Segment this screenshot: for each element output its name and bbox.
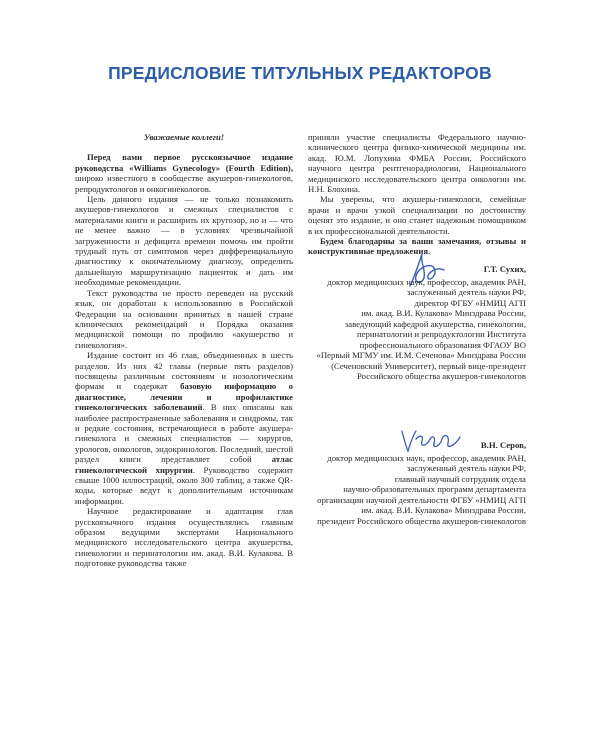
credential-line: им. акад. В.И. Кулакова» Минздрава России, (361, 505, 526, 515)
credential-line: перинатологии и репродуктологии Института (356, 329, 526, 339)
signature-block-serov (286, 440, 526, 526)
feedback-paragraph: Будем благодарны за ваши замечания, отзывы и конструктивные предложения. (308, 236, 526, 257)
continuation-paragraph: приняли участие специалисты Федерального научно-клинического центра физико-химической медицины им. акад. Ю.М. Лопухина ФМБА России, Российского научного центра рентгенорадиологии, Национального медицинского исследовательского центра онкологии им. Н.Н. Блохина. (308, 132, 526, 195)
page-title: ПРЕДИСЛОВИЕ ТИТУЛЬНЫХ РЕДАКТОРОВ (108, 63, 492, 83)
adaptation-paragraph: Текст руководства не просто переведен на русский язык, он доработан к использованию в Российской Федерации на основании принятых в нашей стране клинических рекомендаций и Порядка оказания медицинской помощи по профилю «акушерство и гинекология». (75, 287, 293, 350)
structure-text-a: Издание состоит из 46 глав, объединенных в шесть разделов. Из них 42 главы (первые пять разделов) посвящены различным состояниям и нозологическим формам и содержат (75, 350, 293, 392)
structure-text-c: . В них описаны как наиболее распространенные заболевания и синдромы, так и редкие состояния, встречающиеся в работе акушера-гинеколога и смежных специалистов — хирургов, урологов, онкологов, эндокринологов. Последний, шестой раздел книги представляет собой (75, 402, 293, 465)
structure-bold-b: базовую информацию о диагностике, лечении и профилактике гинекологических заболеваний (75, 381, 293, 413)
credential-line: научно-образовательных программ департамента (343, 484, 526, 494)
credential-line: (Сеченовский Университет), первый вице-президент (331, 360, 526, 371)
confidence-paragraph: Мы уверены, что акушеры-гинекологи, семейные врачи и врачи узкой специализации по достоинству оценят это издание, и оно станет надежным помощником в их профессиональной деятельности. (308, 194, 526, 236)
intro-paragraph (75, 152, 293, 194)
credential-line: директор ФГБУ «НМИЦ АГП (414, 297, 526, 308)
credential-line: доктор медицинских наук, профессор, академик РАН, (327, 276, 526, 287)
credential-line: профессионального образования ФГАОУ ВО (359, 339, 526, 350)
structure-bold-d: атлас гинекологической хирургии (75, 454, 293, 475)
credential-line: заведующий кафедрой акушерства, гинекологии, (344, 318, 526, 329)
credential-line: «Первый МГМУ им. И.М. Сеченова» Минздрава России (316, 350, 526, 360)
credential-line: им. акад. В.И. Кулакова» Минздрава России, (361, 308, 526, 318)
salutation: Уважаемые коллеги! (143, 132, 225, 142)
signatory-name: В.Н. Серов, (480, 440, 526, 450)
signatory-name: Г.Т. Сухих, (483, 264, 526, 274)
right-column (308, 132, 526, 257)
credential-line: заслуженный деятель науки РФ, (407, 287, 526, 297)
credential-line: Российского общества акушеров-гинекологов (357, 371, 526, 381)
intro-rest: широко известного в сообществе акушеров-гинекологов, репродуктологов и онкогинекологов. (75, 173, 293, 194)
purpose-paragraph: Цель данного издания — не только познакомить акушеров-гинекологов и смежных специалистов с материалами книги и расширить их кругозор, но и — что не менее важно — в условиях чрезвычайной загруженности и дефицита времени помочь им пройти трудный путь от симптомов через дифференциальную диагностику к окончательному диагнозу, определить дальнейшую маршрутизацию пациенток и дать им необходимые рекомендации. (75, 194, 293, 288)
credential-line: доктор медицинских наук, профессор, академик РАН, (327, 452, 526, 463)
credential-line: главный научный сотрудник отдела (394, 473, 526, 484)
credential-line: организации научной деятельности ФГБУ «НМИЦ АГП (317, 494, 526, 505)
editing-paragraph: Научное редактирование и адаптация глав русскоязычного издания осуществлялись главным образом ведущими экспертами Национального медицинского исследовательского центра акушерства, гинекологии и перинатологии им. акад. В.И. Кулакова. В подготовке руководства также (75, 506, 293, 569)
credential-line: президент Российского общества акушеров-гинекологов (317, 515, 526, 526)
left-column (75, 132, 293, 569)
credential-line: заслуженный деятель науки РФ, (407, 463, 526, 473)
structure-text-e: . Руководство содержит свыше 1000 иллюстраций, около 300 таблиц, а также QR-коды, которые ведут к дополнительным источникам информации. (75, 464, 293, 506)
intro-lead: Перед вами первое русскоязычное издание руководства «Williams Gynecology» (Fourth Edition), (75, 152, 293, 173)
structure-paragraph (75, 350, 293, 506)
signature-block-sukhikh (296, 264, 526, 382)
